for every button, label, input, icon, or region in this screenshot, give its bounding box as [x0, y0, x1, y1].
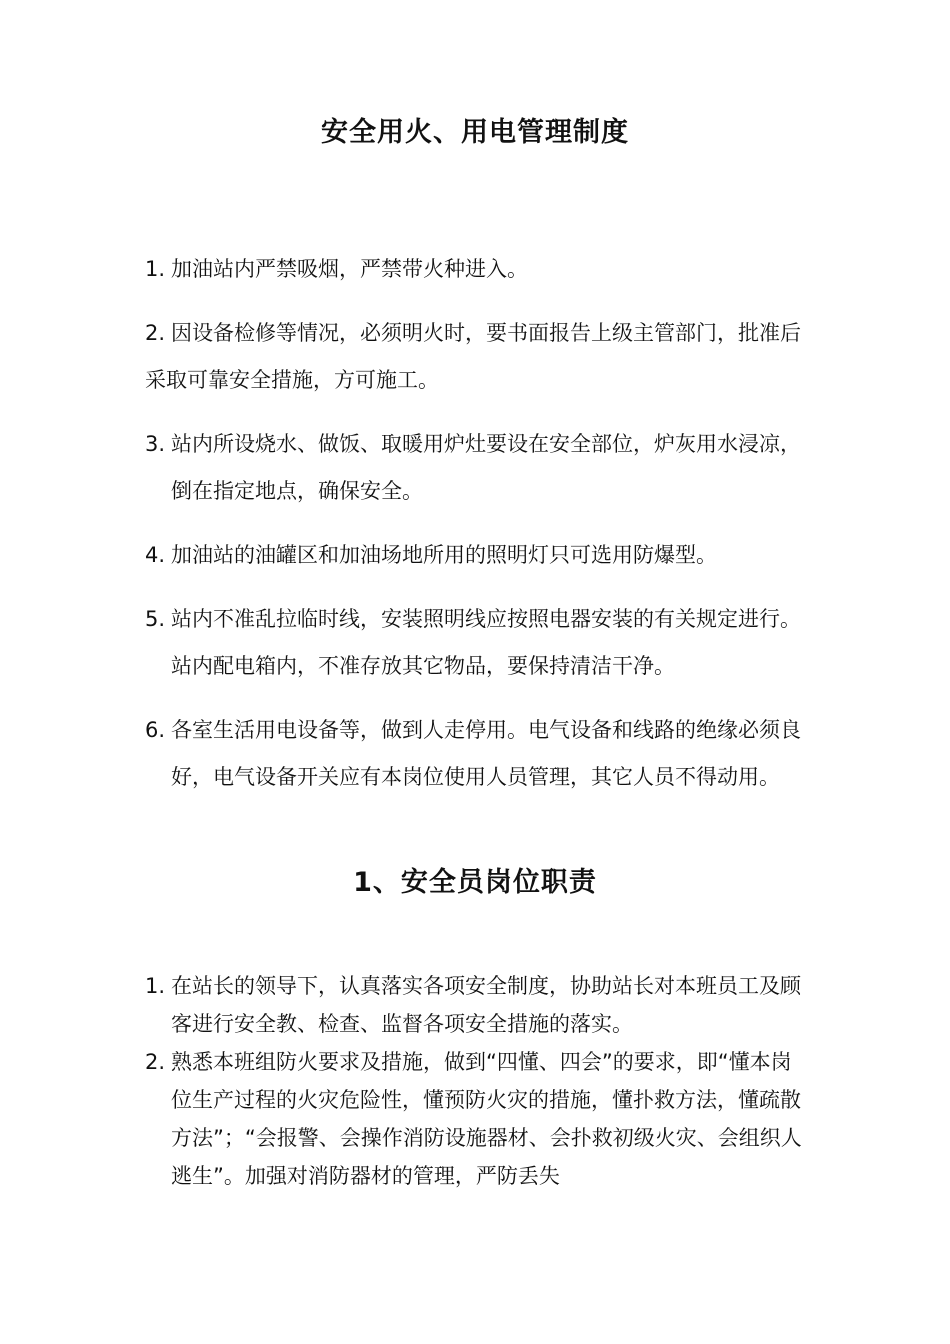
item-text: 加油站内严禁吸烟，严禁带火种进入。 [171, 257, 528, 281]
item-text: 在站长的领导下，认真落实各项安全制度，协助站长对本班员工及顾客进行安全教、检查、监督各项安全措施的落实。 [171, 974, 801, 1036]
list-item [145, 246, 810, 293]
item-number: 2. [145, 321, 166, 345]
list-item [145, 310, 810, 404]
item-text: 站内所设烧水、做饭、取暖用炉灶要设在安全部位，炉灰用水浸凉，倒在指定地点，确保安全。 [171, 432, 801, 503]
item-number: 5. [145, 607, 166, 631]
section-title: 安全用火、用电管理制度 [321, 117, 629, 148]
list-item [145, 967, 810, 1043]
item-text: 加油站的油罐区和加油场地所用的照明灯只可选用防爆型。 [171, 543, 717, 567]
item-text: 因设备检修等情况，必须明火时，要书面报告上级主管部门，批准后采取可靠安全措施，方可施工。 [145, 321, 801, 392]
item-number: 1. [145, 257, 166, 281]
list-item [145, 707, 810, 801]
list-item [145, 1043, 810, 1195]
item-number: 6. [145, 718, 166, 742]
safety-officer-duties-list [145, 967, 810, 1195]
item-number: 4. [145, 543, 166, 567]
list-item [145, 596, 810, 690]
item-text: 站内不准乱拉临时线，安装照明线应按照电器安装的有关规定进行。站内配电箱内，不准存放其它物品，要保持清洁干净。 [171, 607, 801, 678]
item-number: 3. [145, 432, 166, 456]
fire-electricity-rules-list [145, 246, 810, 818]
item-number: 2. [145, 1050, 166, 1074]
list-item [145, 421, 810, 515]
item-text: 熟悉本班组防火要求及措施，做到“四懂、四会”的要求，即“懂本岗位生产过程的火灾危险性，懂预防火灾的措施，懂扑救方法，懂疏散方法”；“会报警、会操作消防设施器材、会扑救初级火灾、会组织人逃生”。加强对消防器材的管理，严防丢失 [171, 1050, 802, 1188]
list-item [145, 532, 810, 579]
item-text: 各室生活用电设备等，做到人走停用。电气设备和线路的绝缘必须良好，电气设备开关应有本岗位使用人员管理，其它人员不得动用。 [171, 718, 801, 789]
item-number: 1. [145, 974, 166, 998]
section-title: 1、安全员岗位职责 [353, 867, 597, 898]
